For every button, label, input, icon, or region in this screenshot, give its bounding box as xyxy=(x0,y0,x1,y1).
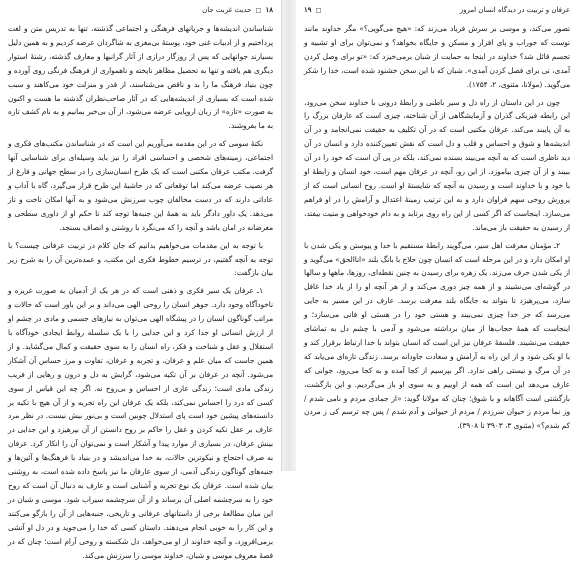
book-gutter xyxy=(282,0,296,471)
body-paragraph: با توجه به این مقدمات می‌خواهیم بدانیم که جان کلام در تربیت عرفانی چیست؟ با توجه به آنچه گفتیم، در ترسیم خطوط فکری این مکتب، و عمده‌ترین آن را به شرح زیر بیان بازگفت: xyxy=(8,240,273,278)
right-page-number-group xyxy=(304,5,323,16)
body-paragraph: شناساندن اندیشه‌ها و جریانهای فرهنگی و اجتماعی گذشته، تنها به تدریس متن و لغت پرداختیم و از ادبیات غنی خود، پوستهٔ بی‌مغزی به شاگردان عرضه کردیم و به همین دلیل بسیارند جوانهایی که پس از روزگار درازی از آثار گرانبها و معارف گذشته، رشتهٔ استوار دیگری هم یافته و تنها به تحصیل مظاهر ناپخته و ناهمواری از فرهنگ فرنگی روی آورده و چون بنیاد فرهنگ ما را بد و ناقص می‌شناسند، از قدر و منزلت خود می‌کاهند و سبب شده است که بسیاری از اندیشه‌هایی که در آثار صاحب‌نظران گذشته ما هست و اکنون به صورت «تازه» از زبان اروپایی عرضه می‌شود، از آن بی‌خبر بمانیم و به نام کشف تازه به ما بفروشند. xyxy=(8,24,273,131)
body-paragraph: تصور می‌کند، و موسی بر سرش فریاد می‌زند که: «هیچ می‌گویی؟» مگر خداوند مانند توست که جوراب و پای افزار و مسکن و جایگاه بخواهد؟ و نمی‌توان برای او تشبیه و تجسم قائل شد؟ خداوند در اینجا به حمایت از شبان برمی‌خیزد که: «تو برای وصل کردن آمدی، نی برای فصل کردن آمدی». شبان که با این سخن خشنود شده است، خدا را شکر می‌گوید. (مولانا، مثنوی، ۲، ۱۷۵۴). xyxy=(304,24,570,89)
left-page xyxy=(0,0,282,560)
header-separator: □ xyxy=(315,6,322,14)
right-page-header xyxy=(304,4,570,16)
right-page-number: ۱۹ xyxy=(304,4,312,14)
right-running-title: عرفان و تربیت در دیدگاه انسان امروز xyxy=(459,6,570,14)
left-running-title: حدیث غربت جان xyxy=(202,5,252,14)
body-paragraph: ۱ـ عرفان یک سیر فکری و ذهنی است که در هر یک از آدمیان به صورت غریزه و ناخودآگاه وجود دارد. جوهر انسان را روحی الهی می‌داند و بر این باور است که حالات و مراتب گوناگون انسان را در پیشگاه الهی می‌توان به نیازهای جسمی و مادی در چشم او از ارزش انسانی او جدا کرد و این جدایی را با یک سلسله روابط ایجادی خودآگاه با استقلال و عقل و شناخت و فکر، راه انسان را به سوی حقیقت و کمال می‌گشاید. و از همین جاست که میان علم و عرفان، و تجربه و عرفان، تفاوت و مرز حساس آن آشکار می‌شود. آنچه در عرفان بر آن تکیه می‌شود، گرایش به دل و درون و رهایی از فریب زندگی مادی است؛ زندگی عاری از احساس و بی‌روح نه. اگر چه این قیاس از سوی کسی که درد را احساس نمی‌کند، بلکه یک عرفان این راه تجربه و از آن هیچ با تکیه بر دانسته‌های پیشین خود است پای استدلال چوبین است و بی‌نور بیش نیست. در نظر مرد عارف بر عقل تکیه کردن و عقل را حاکم بر روح دانستن از آن بپرهیزد و این جدایی در بینش عرفان، در بسیاری از موارد پیدا و آشکار است و نمی‌توان آن را انکار کرد. عرفان به صرف احتجاج و نیکوترین حالات، به خدا می‌اندیشد و در بنیاد با فرهنگ‌ها و آئین‌ها و جنبه‌های گوناگون زندگی آدمی، از سوی عارفان ما نیز پاسخ داده شده است، به روشنی بیان شده است. عرفان یک نوع تجربه و آشنایی است و عارف به دنبال آن است که روح خود را به سرچشمه اصلی آن برساند و از آن سرچشمه سیراب شود. موسی و شبان در این میان مطالعهٔ برخی از داستانهای عرفانی و تاریخی، جنبه‌هایی از آن را بازگو می‌کنند و این کار را به خوبی انجام می‌دهند. داستان کسی که خدا را می‌جوید و در دل او آتشی برمی‌افروزد، و آنچه خداوند از او می‌خواهد، دل شکسته و روحی آرام است؛ چنان که در قصهٔ معروف موسی و شبان، خداوند موسی را سرزنش می‌کند. xyxy=(8,286,273,560)
left-page-number: ۱۸ xyxy=(265,4,273,14)
header-separator: □ xyxy=(255,6,262,14)
right-page xyxy=(296,0,578,471)
left-page-heading xyxy=(202,5,273,16)
body-paragraph: ۲ـ مؤمنان معرفت اهل سیر، می‌گویند رابطهٔ مستقیم با خدا و پیوستن و یکی شدن با او امکان دارد و در این مرحله است که انسان چون حلاج با بانگ بلند «اناالحق» می‌گوید و از یکی شدن حرف می‌زند. یک زهره برای رسیدن به چنین نقطه‌ای، روزها، ماهها و سالها در گوشه‌ای می‌نشیند و از همه چیز دوری می‌کند و از هر آنچه او را از یاد خدا غافل سازد، می‌پرهیزد تا بتواند به جایگاه بلند معرفت برسد. عارف در این مسیر به جایی می‌رسد که جز خدا چیزی نمی‌بیند و هستی خود را در هستی او فانی می‌سازد؛ و اینجاست که همهٔ حجاب‌ها از میان برداشته می‌شود و آدمی با چشم دل به تماشای حقیقت می‌نشیند. فلسفهٔ عرفان نیز این است که انسان بتواند با خدا ارتباط برقرار کند و با او یکی شود و از این راه به آرامش و سعادت جاودانه برسد. زندگی تازه‌ای می‌یابد که در آن مرگ و نیستی راهی ندارد. اگر بپرسیم از کجا آمده و به کجا می‌رود، جوابی که عارف می‌دهد این است که همه از اوییم و به سوی او باز می‌گردیم. و این بازگشت، بازگشتی است آگاهانه و با شوق؛ چنان که مولانا گوید: «از جمادی مردم و نامی شدم / وز نما مردم ز حیوان سرزدم / مردم از حیوانی و آدم شدم / پس چه ترسم کی ز مردن کم شدم؟» (مثنوی ۳، ۳۹۰۳ تا ۳۹۰۸). xyxy=(304,240,570,431)
left-page-header xyxy=(8,4,273,16)
body-paragraph: نکتهٔ سومی که در این مقدمه می‌آوریم این است که در شناساندن مکتب‌های فکری و اجتماعی، زمینه‌های شخصی و احساسی افراد را نیز باید وسیله‌ای برای شناسایی آنها گرفت. مکتب عرفان مکتبی است که یک طرح انسان‌سازی را در سطح جهانی و فارغ از هر نصیب عرضه می‌کند اما توقعاتی که در حاشیهٔ این طرح قرار می‌گیرد، گاه با آداب و عاداتی دارند که در دست مخالفان چوب سرزنش می‌شود و به آنها امکان تاخت و تاز می‌دهد. یک داور دادگر باید به همهٔ این جنبه‌ها توجه کند تا حکم او از داوری سطحی و مغرضانه در امان باشد و آنچه را که می‌نگرد با روشنی و انصاف بسنجد. xyxy=(8,139,273,232)
body-paragraph: چون در این داستان از راه دل و سیر باطنی و رابطهٔ درونی با خداوند سخن می‌رود، این رابطه فیزیکی گذران و آزمایشگاهی از آن شناخته، چیزی است که عارفان بزرگ را به آن پایبند می‌کند. عرفان مکتبی است که در آن تکلیف به حقیقت نمی‌انجامد و در آن اندیشه‌ها و شوق و احساس و قلب و دل است که نقش تعیین‌کننده دارد و انسان در آن دید ناظری است که به آنچه می‌بیند بسنده نمی‌کند، بلکه در پی آن است که خود را در آن ببیند و از آن چیزی بیاموزد. از این رو، آنچه در عرفان مهم است، خود انسان و رابطهٔ او با خود و با خداوند است و رسیدن به آنچه که شایستهٔ او است. روح انسانی است که از پرورش روحی سهم فراوان دارد و به این ترتیب زمینهٔ اعتدال و آرامش را در او فراهم می‌سازد. اینجاست که اگر کسی از این راه روی برتابد و به دام خودخواهی و منیت بیفتد، از رسیدن به حقیقت باز می‌ماند. xyxy=(304,97,570,232)
